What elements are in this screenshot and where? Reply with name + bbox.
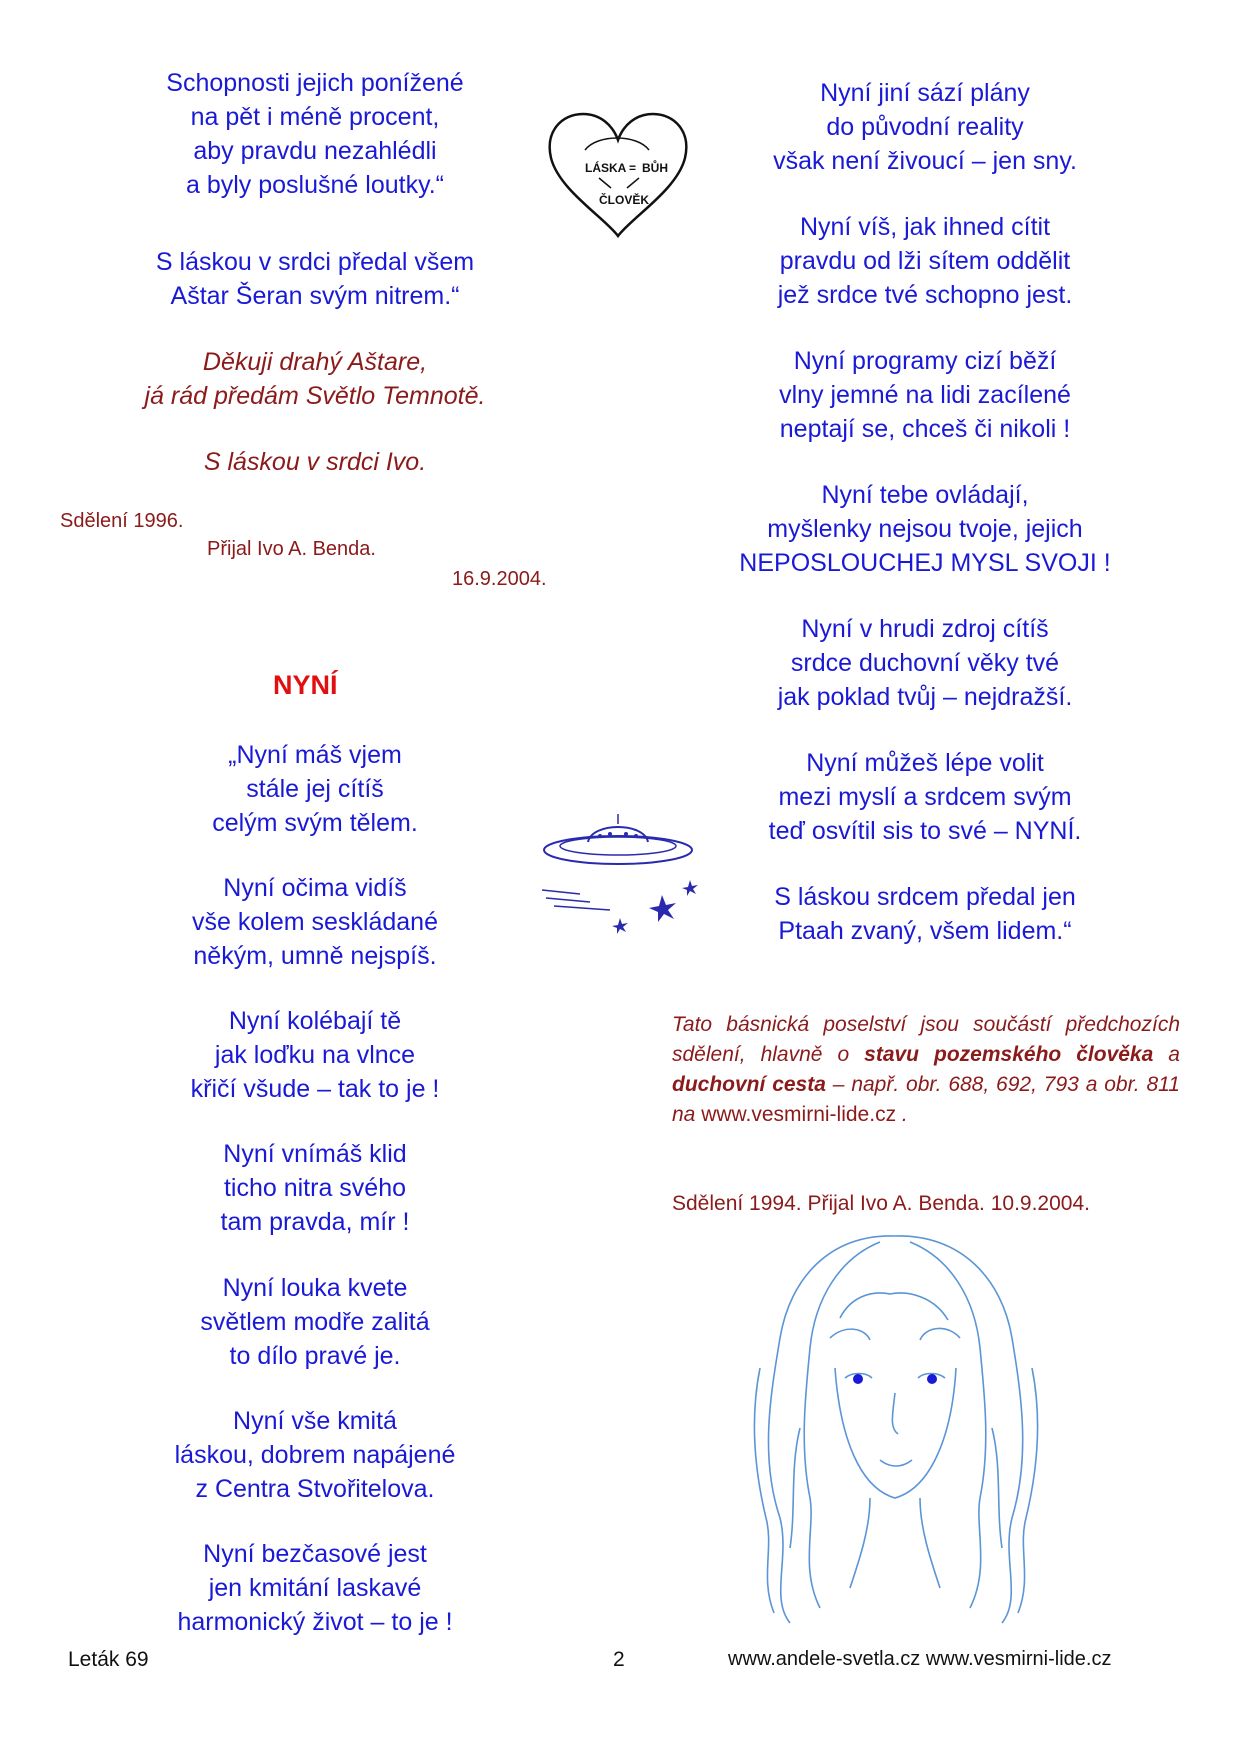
right-poem-stanza: Nyní můžeš lépe volit mezi myslí a srdcem svým teď osvítil sis to své – NYNÍ.	[768, 749, 1082, 845]
right-poem-stanza: Nyní jiní sází plány do původní reality však není živoucí – jen sny.	[773, 79, 1077, 175]
vesmirni-lide-link[interactable]: www.vesmirni-lide.cz	[701, 1103, 897, 1126]
footer-websites: www.andele-svetla.cz www.vesmirni-lide.cz	[728, 1648, 1112, 1670]
right-poem-stanza: Nyní tebe ovládají, myšlenky nejsou tvoje, jejich NEPOSLOUCHEJ MYSL SVOJI !	[739, 481, 1111, 577]
sdeleni-1996: Sdělení 1996.	[60, 510, 184, 532]
info-note: Tato básnická poselství jsou součástí předchozích sdělení, hlavně o stavu pozemského člověka a duchovní cesta – např. obr. 688, 692, 793 a obr. 811 na www.vesmirni-lide.cz .	[672, 1013, 1180, 1126]
heart-word-buh: BŮH	[642, 161, 668, 175]
poem-title: NYNÍ	[273, 670, 338, 700]
footer-leaflet-number: Leták 69	[68, 1648, 149, 1671]
poem-stanza: Nyní louka kvete světlem modře zalitá to dílo pravé je.	[200, 1274, 430, 1370]
left-stanza-2: S láskou v srdci předal všem Aštar Šeran svým nitrem.“	[155, 248, 475, 310]
right-poem-stanza: Nyní v hrudi zdroj cítíš srdce duchovní věky tvé jak poklad tvůj – nejdražší.	[777, 615, 1073, 711]
heart-word-clovek: ČLOVĚK	[599, 193, 650, 207]
footer-page-number: 2	[613, 1648, 625, 1671]
right-poem-stanza: S láskou srdcem předal jen Ptaah zvaný, všem lidem.“	[774, 883, 1076, 945]
poem-stanza: Nyní kolébají tě jak loďku na vlnce křičí všude – tak to je !	[190, 1007, 440, 1103]
poem-stanza: Nyní bezčasové jest jen kmitání laskavé harmonický život – to je !	[177, 1540, 453, 1636]
poem-stanza: Nyní vnímáš klid ticho nitra svého tam pravda, mír !	[220, 1140, 410, 1236]
poem-stanza: „Nyní máš vjem stále jej cítíš celým svým tělem.	[212, 741, 418, 837]
poem-stanza: Nyní očima vidíš vše kolem seskládané někým, umně nejspíš.	[192, 874, 438, 970]
sdeleni-1994: Sdělení 1994. Přijal Ivo A. Benda. 10.9.2004.	[672, 1192, 1090, 1215]
thanks-text: Děkuji drahý Aštare, já rád předám Světlo Temnotě.	[144, 348, 486, 410]
poem-stanza: Nyní vše kmitá láskou, dobrem napájené z Centra Stvořitelova.	[174, 1407, 456, 1503]
prijal-text: Přijal Ivo A. Benda.	[207, 538, 376, 560]
heart-word-laska: LÁSKA	[585, 161, 627, 175]
woman-portrait-drawing	[730, 1228, 1060, 1628]
signoff-text: S láskou v srdci Ivo.	[203, 448, 427, 476]
date-text: 16.9.2004.	[452, 568, 547, 590]
right-poem-stanza: Nyní víš, jak ihned cítit pravdu od lži sítem oddělit jež srdce tvé schopno jest.	[777, 213, 1073, 309]
portrait-icon	[730, 1228, 1060, 1628]
left-stanza-1: Schopnosti jejich ponížené na pět i méně procent, aby pravdu nezahlédli a byly poslušné loutky.“	[166, 69, 464, 199]
heart-word-eq: =	[629, 161, 637, 175]
right-poem-stanza: Nyní programy cizí běží vlny jemné na lidi zacílené neptají se, chceš či nikoli !	[779, 347, 1071, 443]
